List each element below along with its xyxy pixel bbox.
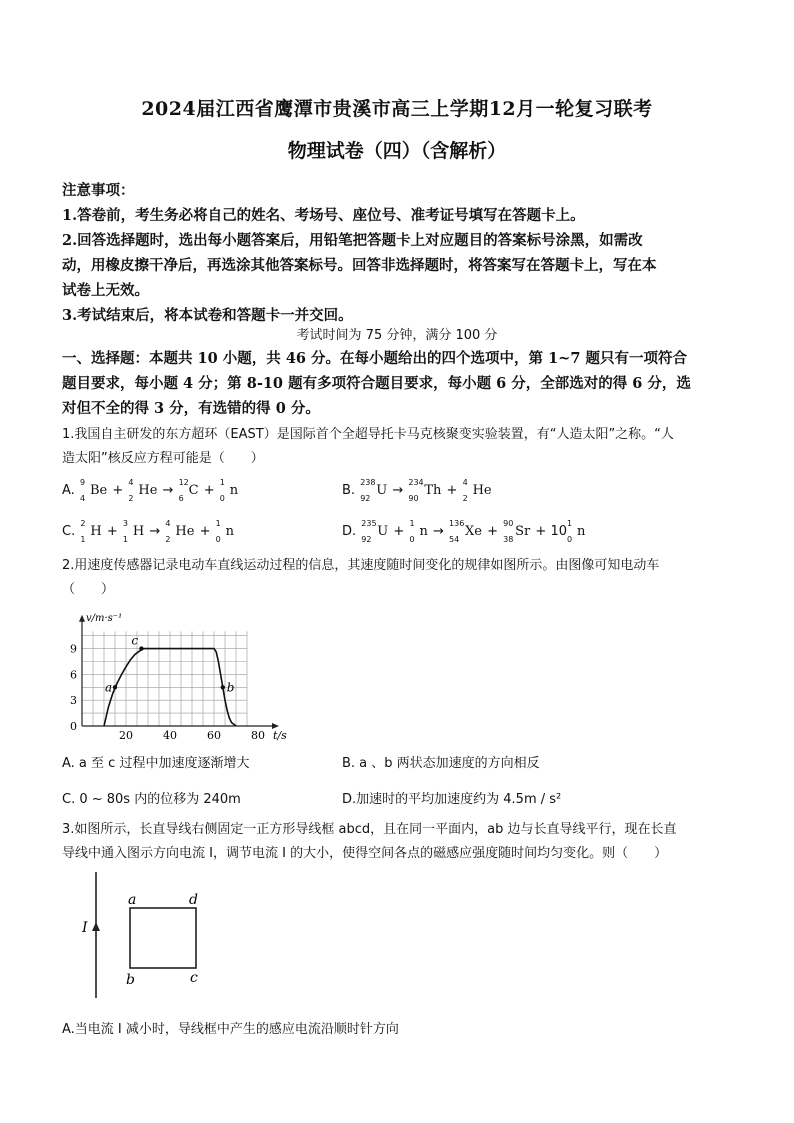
section-1-line1: 一、选择题：本题共 10 小题，共 46 分。在每小题给出的四个选项中，第 1~7 题只有一项符合: [62, 350, 687, 367]
current-arrow-icon: [92, 922, 100, 931]
corner-d-label: d: [189, 892, 198, 908]
exam-title-line1: 2024届江西省鹰潭市贵溪市高三上学期12月一轮复习联考: [141, 98, 653, 120]
q1-line2: 造太阳”核反应方程可能是（ ）: [62, 451, 264, 466]
x-tick-label: 60: [207, 729, 221, 742]
nuclide: 4 2 He: [462, 478, 492, 503]
point-label-b: b: [226, 680, 235, 695]
q1-option-a: A. 9 4 Be + 4 2 He → 12 6 C + 1 0 n: [62, 478, 239, 503]
q2-option-a: A. a 至 c 过程中加速度逐渐增大: [62, 756, 250, 771]
q3-line2: 导线中通入图示方向电流 I，调节电流 I 的大小，使得空间各点的磁感应强度随时间均匀变化。则（ ）: [62, 846, 668, 861]
current-label: I: [82, 920, 88, 936]
x-tick-label: 80: [251, 729, 265, 742]
corner-b-label: b: [126, 972, 135, 988]
question-1-stem: [62, 423, 734, 471]
notes-item-2b: 动，用橡皮擦干净后，再选涂其他答案标号。回答非选择题时，将答案写在答题卡上，写在本: [62, 257, 657, 274]
point-label-a: a: [105, 680, 113, 695]
nuclide: 238 92 U: [360, 478, 388, 503]
q1-option-b: B. 238 92 U → 234 90 Th + 4 2 He: [342, 478, 492, 503]
q2-option-d: D.加速时的平均加速度约为 4.5m / s²: [342, 792, 562, 807]
point-a: [113, 685, 117, 689]
wire-loop-figure: [72, 870, 222, 1000]
y-axis-arrow-icon: [79, 615, 85, 622]
q2-option-b: B. a 、b 两状态加速度的方向相反: [342, 756, 540, 771]
point-c: [139, 646, 143, 650]
exam-info: 考试时间为 75 分钟，满分 100 分: [296, 328, 498, 343]
velocity-time-chart: [58, 606, 348, 746]
nuclide: 12 6 C: [178, 478, 199, 503]
nuclide: 4 2 He: [165, 519, 195, 544]
notes-item-3: 3.考试结束后，将本试卷和答题卡一并交回。: [62, 307, 353, 324]
y-tick-label: 9: [70, 642, 77, 656]
x-tick-label: 40: [163, 729, 177, 742]
nuclide: 1 0 n: [409, 519, 428, 544]
y-tick-label: 3: [70, 694, 77, 708]
q3-line1: 3.如图所示，长直导线右侧固定一正方形导线框 abcd，且在同一平面内，ab 边与长直导线平行，现在长直: [62, 822, 677, 837]
q2-option-c: C. 0 ~ 80s 内的位移为 240m: [62, 792, 241, 807]
question-2-stem: [62, 554, 734, 602]
y-axis-label: v/m·s⁻¹: [86, 612, 123, 624]
y-tick-label: 0: [70, 720, 77, 733]
corner-c-label: c: [190, 970, 198, 986]
nuclide: 1 0 n: [567, 519, 586, 544]
q3-option-a: A.当电流 I 减小时，导线框中产生的感应电流沿顺时针方向: [62, 1022, 399, 1037]
notes-block: [62, 178, 734, 328]
nuclide: 3 1 H: [122, 519, 145, 544]
q1-option-d: D. 235 92 U + 1 0 n → 136 54 Xe + 90 38 Sr + 10 1 0 n: [342, 519, 586, 544]
exam-title-line2: 物理试卷（四）（含解析）: [287, 140, 507, 162]
nuclide: 234 90 Th: [408, 478, 442, 503]
q2-line2: （ ）: [62, 582, 115, 597]
q2-line1: 2.用速度传感器记录电动车直线运动过程的信息，其速度随时间变化的规律如图所示。由图像可知电动车: [62, 558, 660, 573]
nuclide: 136 54 Xe: [449, 519, 482, 544]
section-1-line3: 对但不全的得 3 分，有选错的得 0 分。: [62, 400, 320, 417]
notes-heading: 注意事项：: [62, 182, 135, 199]
notes-item-2a: 2.回答选择题时，选出每小题答案后，用铅笔把答题卡上对应题目的答案标号涂黑，如需改: [62, 232, 643, 249]
question-3-stem: [62, 818, 734, 866]
y-tick-label: 6: [70, 668, 77, 682]
nuclide: 2 1 H: [80, 519, 102, 544]
section-1-instructions: [62, 346, 736, 421]
section-1-line2: 题目要求，每小题 4 分；第 8-10 题有多项符合题目要求，每小题 6 分，全部选对的得 6 分，选: [62, 375, 691, 392]
nuclide: 1 0 n: [219, 478, 239, 503]
point-label-c: c: [131, 633, 139, 648]
square-loop-abcd: [130, 908, 196, 968]
q1-option-c: C. 2 1 H + 3 1 H → 4 2 He + 1 0 n: [62, 519, 235, 544]
nuclide: 9 4 Be: [79, 478, 108, 503]
corner-a-label: a: [128, 892, 137, 908]
nuclide: 235 92 U: [361, 519, 389, 544]
x-axis-label: t/s: [273, 729, 287, 742]
notes-item-2c: 试卷上无效。: [62, 282, 149, 299]
nuclide: 1 0 n: [215, 519, 235, 544]
q1-line1: 1.我国自主研发的东方超环（EAST）是国际首个全超导托卡马克核聚变实验装置，有“人造太阳”之称。“人: [62, 427, 674, 442]
nuclide: 4 2 He: [128, 478, 158, 503]
notes-item-1: 1.答卷前，考生务必将自己的姓名、考场号、座位号、准考证号填写在答题卡上。: [62, 207, 585, 224]
point-b: [221, 685, 225, 689]
nuclide: 90 38 Sr: [503, 519, 531, 544]
x-tick-label: 20: [119, 729, 133, 742]
